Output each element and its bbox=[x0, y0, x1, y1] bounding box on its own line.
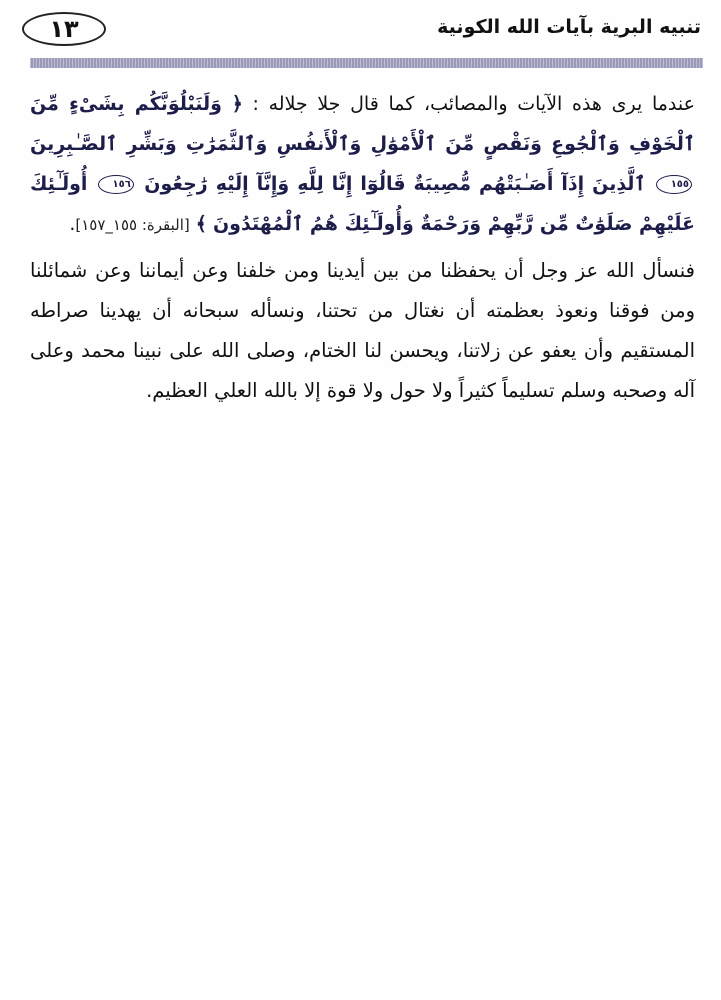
quran-verse-156: ٱلَّذِينَ إِذَآ أَصَـٰبَتْهُم مُّصِيبَةٌ قَالُوٓا إِنَّا لِلَّهِ وَإِنَّآ إِلَيْهِ رَٰجِعُونَ bbox=[144, 173, 646, 195]
paragraph-quran-quote bbox=[30, 84, 695, 245]
header-divider-band bbox=[30, 58, 703, 68]
quran-close-bracket: ﴾ bbox=[195, 213, 207, 235]
page-body bbox=[30, 84, 695, 411]
quran-verse-157: أُولَـٰٓئِكَ عَلَيْهِمْ صَلَوَٰتٌ مِّن رَّبِّهِمْ وَرَحْمَةٌ وَأُولَـٰٓئِكَ هُمُ ٱلْمُهْتَدُونَ bbox=[30, 173, 695, 235]
quran-verse-155: وَلَنَبْلُوَنَّكُم بِشَىْءٍ مِّنَ ٱلْخَوْفِ وَٱلْجُوعِ وَنَقْصٍ مِّنَ ٱلْأَمْوَٰلِ وَٱلْأَنفُسِ وَٱلثَّمَرَٰتِ وَبَشِّرِ ٱلصَّـٰبِرِينَ bbox=[30, 93, 695, 155]
surah-citation: [البقرة: ١٥٥_١٥٧] bbox=[75, 216, 190, 234]
page-header bbox=[20, 12, 701, 52]
paragraph-end-period: . bbox=[69, 213, 76, 235]
book-title: تنبيه البرية بآيات الله الكونية bbox=[437, 16, 701, 38]
quran-open-bracket: ﴿ bbox=[231, 93, 243, 115]
quote-intro-text: عندما يرى هذه الآيات والمصائب، كما قال جلا جلاله : bbox=[252, 93, 695, 115]
paragraph-supplication: فنسأل الله عز وجل أن يحفظنا من بين أيدينا ومن خلفنا وعن أيماننا وعن شمائلنا ومن فوقنا ونعوذ بعظمته أن نغتال من تحتنا، ونسأله سبحانه أن يهدينا صراطه المستقيم وأن يعفو عن زلاتنا، ويحسن لنا الختام، وصلى الله على نبينا محمد وعلى آله وصحبه وسلم تسليماً كثيراً ولا حول ولا قوة إلا بالله العلي العظيم. bbox=[30, 259, 695, 402]
ayah-number-156: ١٥٦ bbox=[98, 175, 134, 194]
ayah-number-155: ١٥٥ bbox=[656, 175, 692, 194]
page-number: ١٣ bbox=[22, 12, 106, 46]
